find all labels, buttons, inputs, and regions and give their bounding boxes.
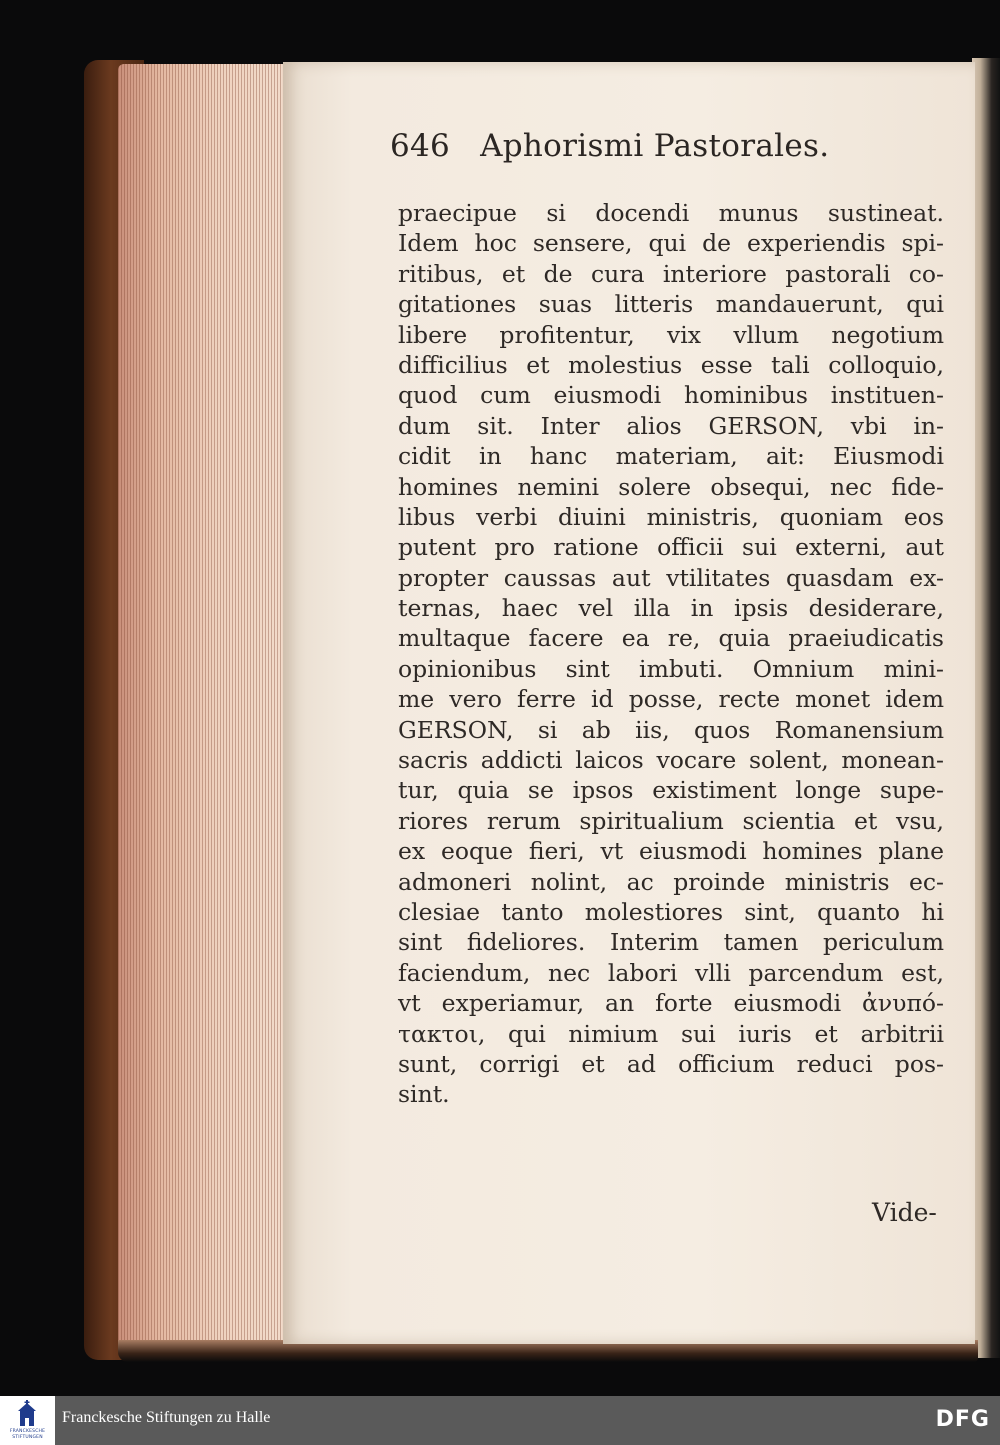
text-line: ritibus, et de cura interiore pastorali co- [398,259,944,288]
text-line: quod cum eiusmodi hominibus instituen- [398,381,944,410]
text-line: libere profitentur, vix vllum negotium [398,320,944,349]
text-line: sint. [398,1080,450,1109]
facing-leaf-edge [972,58,1000,1358]
text-line: multaque facere ea re, quia praeiudicatis [398,624,944,653]
text-line: difficilius et molestius esse tali colloquio, [398,350,944,379]
text-line: tur, quia se ipsos existiment longe supe- [398,776,944,805]
text-line: me vero ferre id posse, recte monet idem [398,685,944,714]
running-header [390,128,950,176]
text-line: opinionibus sint imbuti. Omnium mini- [398,654,944,683]
text-line: sacris addicti laicos vocare solent, monean- [398,746,944,775]
text-line: faciendum, nec labori vlli parcendum est, [398,958,944,987]
text-line: sunt, corrigi et ad officium reduci pos- [398,1049,944,1078]
text-line: putent pro ratione officii sui externi, aut [398,533,944,562]
text-line: riores rerum spiritualium scientia et vsu, [398,806,944,835]
text-line: ternas, haec vel illa in ipsis desiderare, [398,594,944,623]
institution-name: Franckesche Stiftungen zu Halle [62,1409,271,1426]
logo-wordmark: FRANCKESCHE STIFTUNGEN [9,1429,46,1440]
text-line: τακτοι, qui nimium sui iuris et arbitrii [398,1019,944,1048]
text-line: libus verbi diuini ministris, quoniam eos [398,502,944,531]
dfg-logo[interactable]: DFG [935,1407,990,1432]
orphanage-emblem-icon [15,1400,39,1428]
viewer-footer-bar [0,1396,1000,1445]
text-line: praecipue si docendi munus sustineat. [398,199,944,227]
text-line: dum sit. Inter alios GERSON, vbi in- [398,411,944,440]
text-line: Idem hoc sensere, qui de experiendis spi- [398,229,944,258]
text-line: GERSON, si ab iis, quos Romanensium [398,715,944,744]
text-line: cidit in hanc materiam, ait: Eiusmodi [398,442,944,471]
body-text [398,198,944,1110]
text-line: admoneri nolint, ac proinde ministris ec- [398,867,944,896]
text-line: propter caussas aut vtilitates quasdam ex- [398,563,944,592]
institution-logo[interactable] [0,1396,55,1445]
page-number: 646 [390,128,451,164]
catchword: Vide- [872,1198,937,1227]
text-line: homines nemini solere obsequi, nec fide- [398,472,944,501]
text-line: sint fideliores. Interim tamen periculum [398,928,944,957]
text-line: ex eoque fieri, vt eiusmodi homines plane [398,837,944,866]
running-head-title: Aphorismi Pastorales. [480,128,830,164]
page-edges [118,64,288,1348]
text-line: gitationes suas litteris mandauerunt, qui [398,290,944,319]
text-line: clesiae tanto molestiores sint, quanto hi [398,897,944,926]
text-line: vt experiamur, an forte eiusmodi ἀνυπό- [398,989,944,1018]
